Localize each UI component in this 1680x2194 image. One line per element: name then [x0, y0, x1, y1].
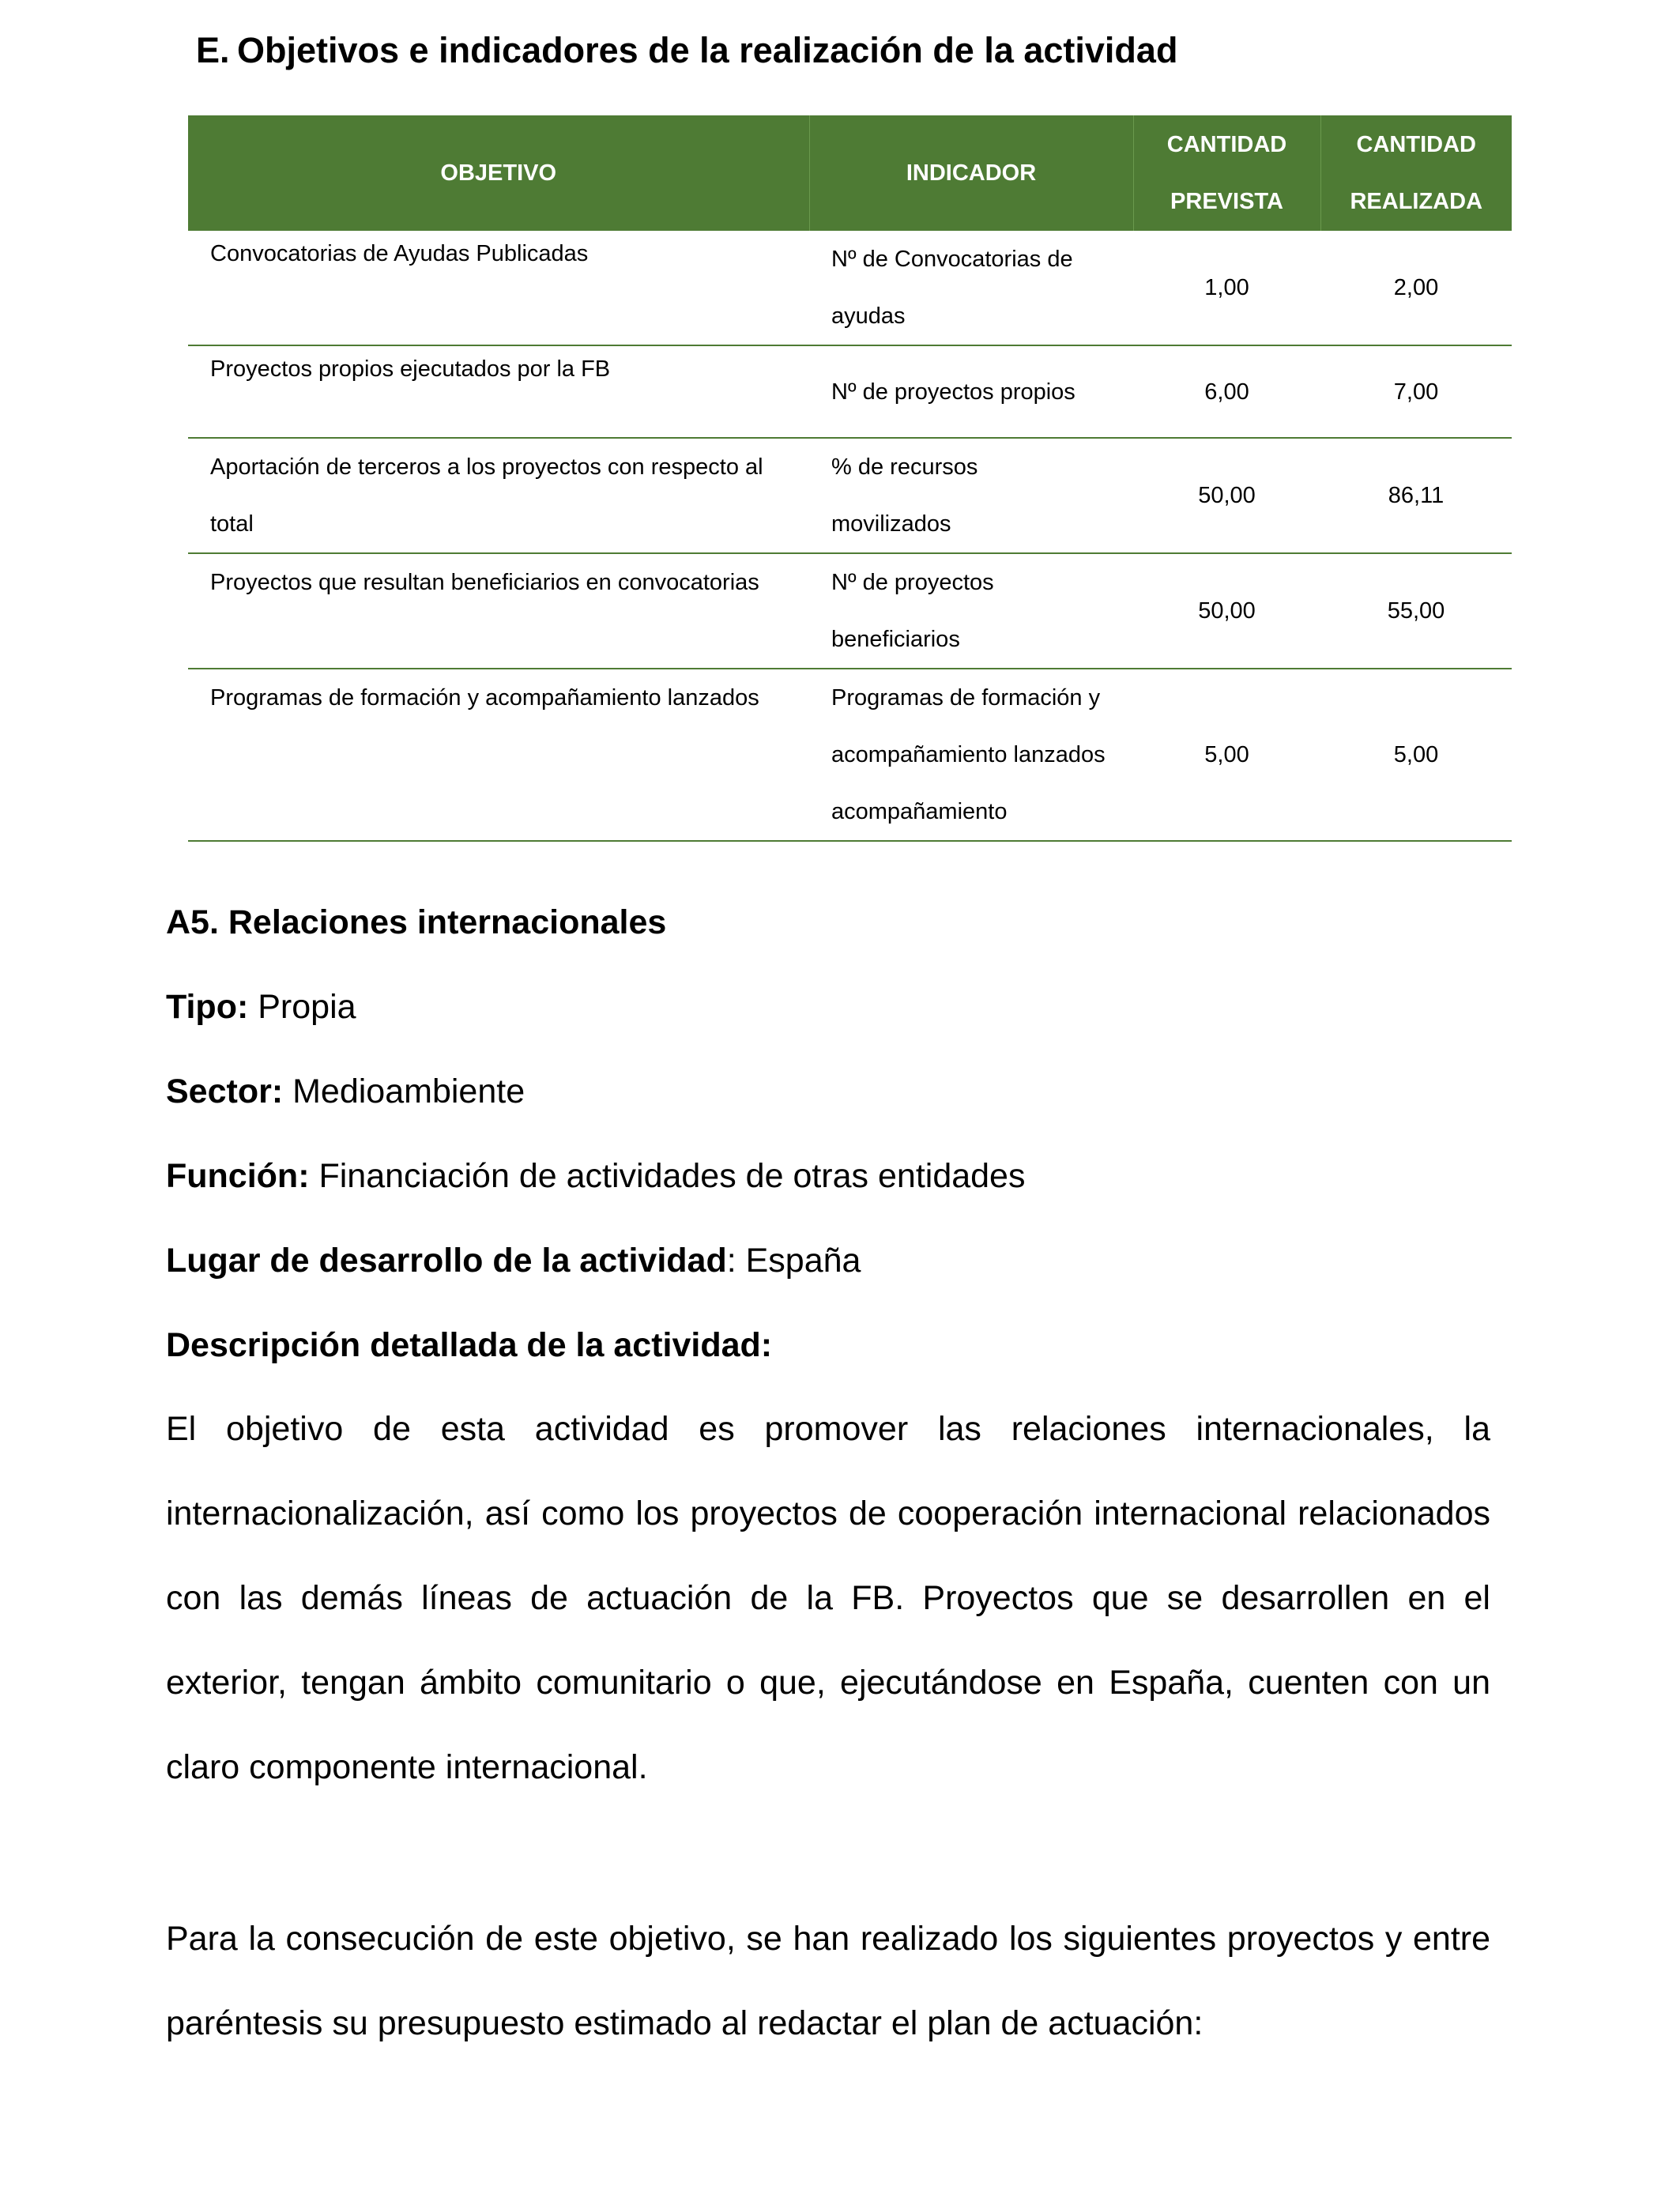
cell-prevista: 5,00 [1133, 669, 1320, 841]
cell-indicador: Nº de Convocatorias de ayudas [809, 231, 1133, 345]
header-prevista-line1: CANTIDAD [1166, 132, 1287, 157]
cell-objetivo: Proyectos que resultan beneficiarios en convocatorias [188, 553, 809, 669]
section-title [196, 30, 1177, 71]
header-cantidad-realizada [1320, 115, 1512, 231]
cell-indicador: Nº de proyectos beneficiarios [809, 553, 1133, 669]
cell-prevista: 50,00 [1133, 438, 1320, 553]
description-paragraph: El objetivo de esta actividad es promover las relaciones internacionales, la internacionalización, así como los proyectos de cooperación internacional relacionados con las demás líneas de actuación de la FB. Proyectos que se desarrollen en el exterior, tengan ámbito comunitario o que, ejecutándose en España, cuenten con un claro componente internacional. [166, 1410, 1490, 1786]
cell-objetivo: Aportación de terceros a los proyectos con respecto al total [188, 438, 809, 553]
field-descripcion [166, 1326, 772, 1365]
cell-realizada: 55,00 [1320, 553, 1512, 669]
cell-realizada: 86,11 [1320, 438, 1512, 553]
objectives-table [188, 115, 1512, 842]
cell-indicador: % de recursos movilizados [809, 438, 1133, 553]
cell-prevista: 1,00 [1133, 231, 1320, 345]
table-header-row [188, 115, 1512, 231]
table-row [188, 231, 1512, 345]
cell-indicador: Programas de formación y acompañamiento lanzados acompañamiento [809, 669, 1133, 841]
header-prevista-line2: PREVISTA [1170, 189, 1283, 214]
table-row [188, 553, 1512, 669]
cell-prevista: 6,00 [1133, 345, 1320, 438]
section-title-text: Objetivos e indicadores de la realización de la actividad [237, 30, 1178, 70]
tipo-value: Propia [248, 988, 356, 1026]
sector-label: Sector: [166, 1072, 284, 1110]
header-realizada-line1: CANTIDAD [1356, 132, 1476, 157]
cell-indicador: Nº de proyectos propios [809, 345, 1133, 438]
table-row [188, 669, 1512, 841]
lugar-label: Lugar de desarrollo de la actividad [166, 1242, 727, 1280]
header-objetivo: OBJETIVO [188, 115, 809, 231]
field-funcion [166, 1157, 1025, 1196]
field-sector [166, 1072, 525, 1111]
cell-realizada: 5,00 [1320, 669, 1512, 841]
lugar-value: : España [726, 1242, 861, 1280]
activity-heading: A5. Relaciones internacionales [166, 903, 667, 941]
table-row [188, 345, 1512, 438]
header-indicador: INDICADOR [809, 115, 1133, 231]
cell-realizada: 2,00 [1320, 231, 1512, 345]
tipo-label: Tipo: [166, 988, 249, 1026]
funcion-label: Función: [166, 1157, 310, 1195]
section-number: E. [196, 30, 230, 70]
descripcion-label: Descripción detallada de la actividad: [166, 1326, 773, 1364]
cell-prevista: 50,00 [1133, 553, 1320, 669]
header-realizada-line2: REALIZADA [1350, 189, 1483, 214]
cell-objetivo: Programas de formación y acompañamiento lanzados [188, 669, 809, 841]
projects-intro-paragraph: Para la consecución de este objetivo, se han realizado los siguientes proyectos y entre paréntesis su presupuesto estimado al redactar el plan de actuación: [166, 1920, 1490, 2042]
funcion-value: Financiación de actividades de otras entidades [309, 1157, 1026, 1195]
cell-objetivo: Convocatorias de Ayudas Publicadas [188, 231, 809, 345]
field-lugar [166, 1242, 861, 1280]
field-tipo [166, 988, 356, 1027]
cell-objetivo: Proyectos propios ejecutados por la FB [188, 345, 809, 438]
cell-realizada: 7,00 [1320, 345, 1512, 438]
table-row [188, 438, 1512, 553]
sector-value: Medioambiente [283, 1072, 525, 1110]
header-cantidad-prevista [1133, 115, 1320, 231]
